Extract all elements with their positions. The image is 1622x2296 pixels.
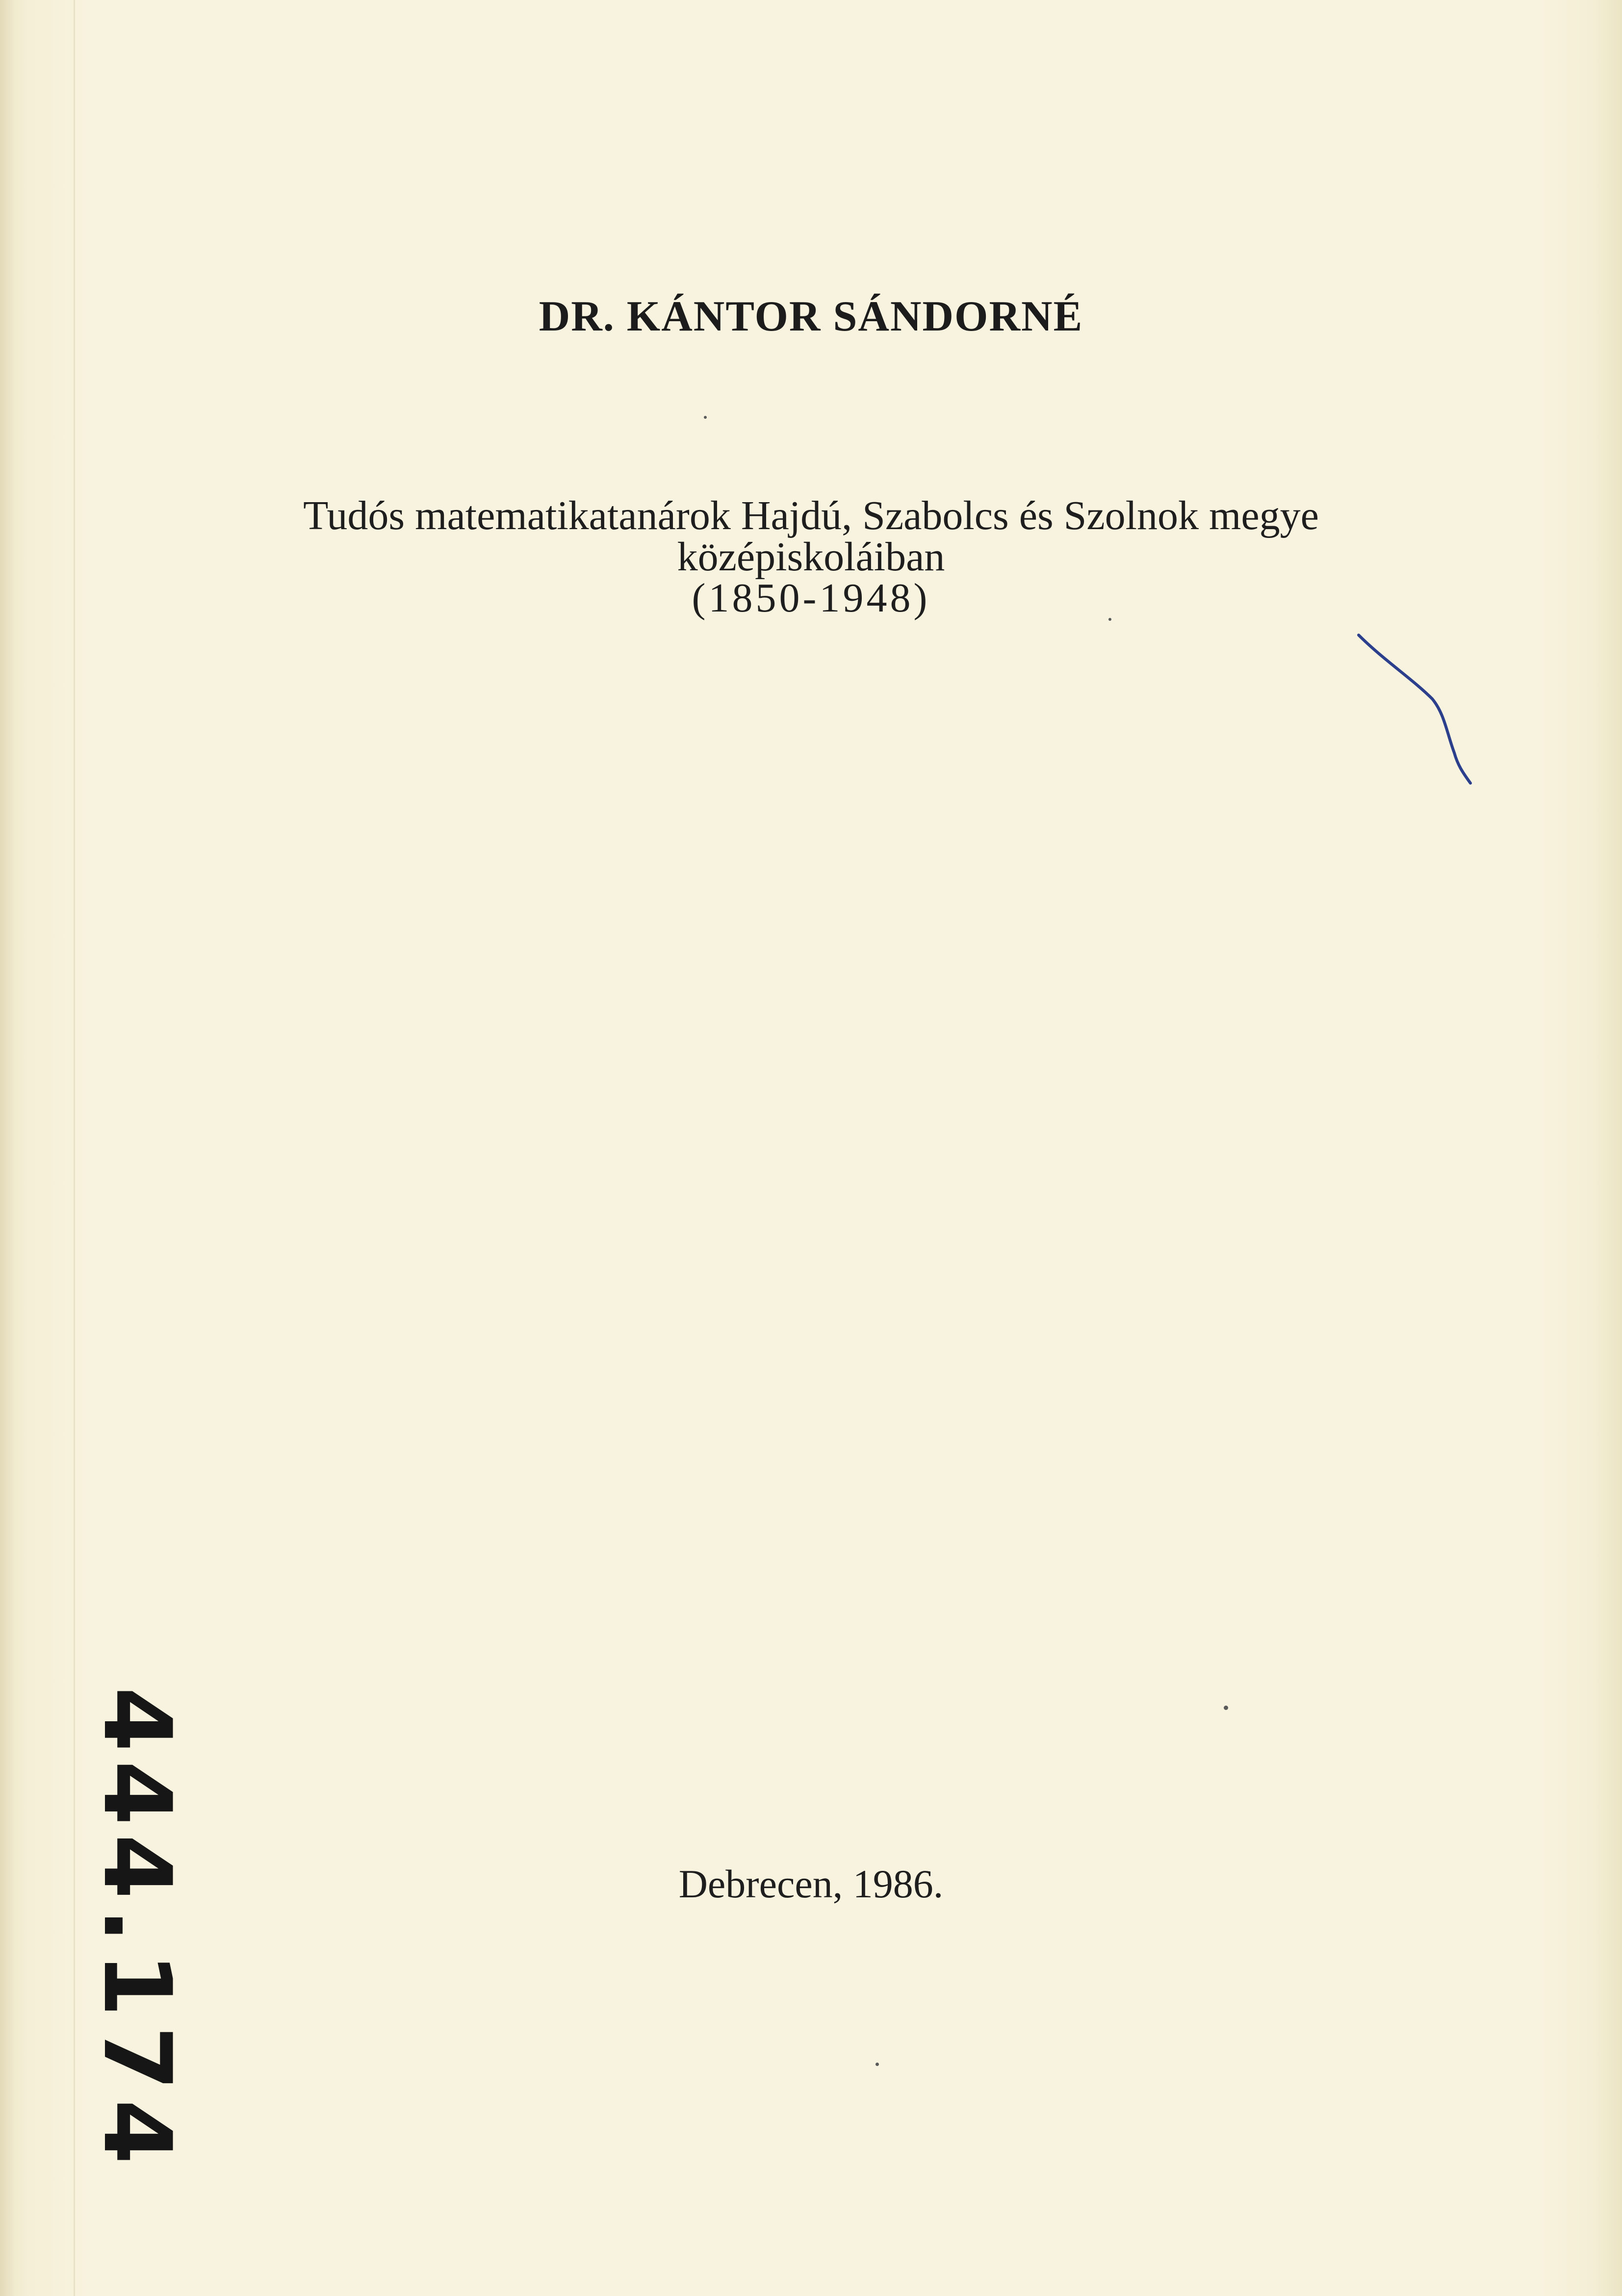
pen-stroke-mark — [1354, 625, 1481, 792]
spine-fold-line — [74, 0, 75, 2296]
title-line-2: középiskoláiban — [677, 534, 945, 580]
paper-speck — [1108, 618, 1111, 621]
spine-edge — [0, 0, 14, 2296]
title-line-years: (1850-1948) — [692, 575, 930, 621]
paper-speck — [1224, 1706, 1228, 1710]
place-and-date: Debrecen, 1986. — [678, 1862, 944, 1906]
call-number-text: 444.174 — [83, 1687, 191, 2173]
book-title — [0, 495, 1622, 619]
title-line-1: Tudós matematikatanárok Hajdú, Szabolcs és Szolnok megye — [303, 493, 1319, 538]
author-name: DR. KÁNTOR SÁNDORNÉ — [539, 293, 1083, 340]
paper-speck — [704, 416, 707, 419]
paper-speck — [875, 2063, 879, 2066]
